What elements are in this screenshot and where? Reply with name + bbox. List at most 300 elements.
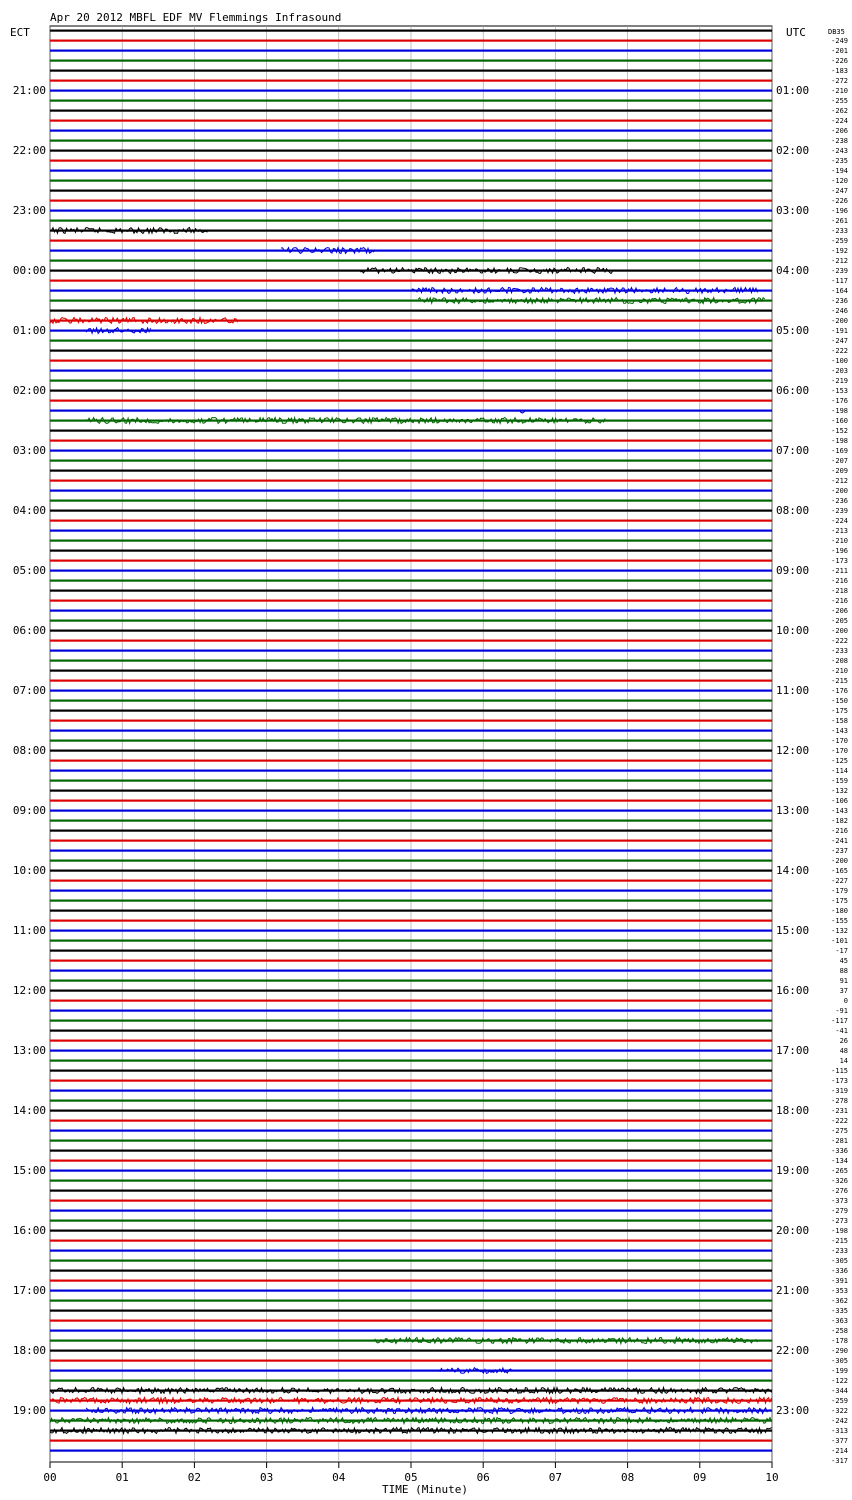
row-value: -233 [831, 227, 848, 235]
trace-row-23 [50, 260, 772, 262]
row-value: -152 [831, 427, 848, 435]
left-hour-label: 09:00 [12, 804, 46, 817]
trace-row-118 [50, 1210, 772, 1212]
x-tick-label: 01 [115, 1471, 129, 1484]
row-value: -319 [831, 1087, 848, 1095]
row-value: -313 [831, 1427, 848, 1435]
left-hour-label: 16:00 [12, 1224, 46, 1237]
right-hour-label: 09:00 [776, 564, 810, 577]
row-value: -216 [831, 827, 848, 835]
trace-row-134 [50, 1370, 772, 1372]
row-value: -101 [831, 937, 848, 945]
trace-row-94 [50, 970, 772, 972]
trace-row-77 [50, 800, 772, 802]
right-axis-label: UTC [786, 26, 806, 39]
trace-row-30 [50, 330, 772, 332]
row-value: -169 [831, 447, 848, 455]
trace-row-22 [50, 250, 772, 252]
trace-row-4 [50, 70, 772, 72]
row-value: -238 [831, 137, 848, 145]
x-tick-label: 09 [693, 1471, 707, 1484]
row-value: -132 [831, 927, 848, 935]
trace-row-35 [50, 380, 772, 382]
left-hour-label: 18:00 [12, 1344, 46, 1357]
trace-row-113 [50, 1160, 772, 1162]
row-value: -106 [831, 797, 848, 805]
trace-row-133 [50, 1360, 772, 1362]
trace-row-72 [50, 750, 772, 752]
row-value: -224 [831, 117, 848, 125]
trace-row-97 [50, 1000, 772, 1002]
row-value: -255 [831, 97, 848, 105]
row-value: -199 [831, 1367, 848, 1375]
row-value: -258 [831, 1327, 848, 1335]
trace-row-13 [50, 160, 772, 162]
row-value: -164 [831, 287, 848, 295]
right-row-values [831, 37, 848, 1465]
trace-row-34 [50, 370, 772, 372]
left-hour-label: 17:00 [12, 1284, 46, 1297]
left-hour-labels [13, 84, 46, 1417]
row-value: -317 [831, 1457, 848, 1465]
trace-row-28 [50, 310, 772, 312]
left-hour-label: 08:00 [12, 744, 46, 757]
trace-row-96 [50, 990, 772, 992]
trace-row-109 [50, 1120, 772, 1122]
x-tick-label: 00 [43, 1471, 57, 1484]
left-hour-label: 21:00 [12, 84, 46, 97]
right-hour-label: 23:00 [776, 1404, 810, 1417]
trace-row-55 [50, 580, 772, 582]
trace-row-74 [50, 770, 772, 772]
trace-row-84 [50, 870, 772, 872]
trace-row-12 [50, 150, 772, 152]
trace-row-16 [50, 190, 772, 192]
row-value: -373 [831, 1197, 848, 1205]
trace-row-53 [50, 560, 772, 562]
row-value: -117 [831, 277, 848, 285]
trace-row-44 [50, 470, 772, 472]
row-value: -233 [831, 647, 848, 655]
trace-row-71 [50, 740, 772, 742]
trace-row-89 [50, 920, 772, 922]
trace-row-111 [50, 1140, 772, 1142]
right-hour-label: 01:00 [776, 84, 810, 97]
row-value: -208 [831, 657, 848, 665]
trace-row-104 [50, 1070, 772, 1072]
row-value: -200 [831, 487, 848, 495]
row-value: -239 [831, 507, 848, 515]
right-hour-label: 04:00 [776, 264, 810, 277]
row-value: -191 [831, 327, 848, 335]
row-value: -182 [831, 817, 848, 825]
row-value: -120 [831, 177, 848, 185]
right-hour-label: 08:00 [776, 504, 810, 517]
trace-row-122 [50, 1250, 772, 1252]
trace-row-57 [50, 600, 772, 602]
left-hour-label: 14:00 [12, 1104, 46, 1117]
trace-row-141 [50, 1440, 772, 1442]
trace-row-8 [50, 110, 772, 112]
trace-row-75 [50, 780, 772, 782]
row-value: -216 [831, 577, 848, 585]
row-value: 14 [839, 1057, 848, 1065]
trace-row-45 [50, 480, 772, 482]
trace-row-95 [50, 980, 772, 982]
trace-row-110 [50, 1130, 772, 1132]
row-value: -215 [831, 1237, 848, 1245]
right-hour-label: 03:00 [776, 204, 810, 217]
row-value: -222 [831, 347, 848, 355]
left-hour-label: 07:00 [12, 684, 46, 697]
row-value: -262 [831, 107, 848, 115]
row-value: -114 [831, 767, 848, 775]
trace-row-130 [50, 1330, 772, 1332]
trace-row-124 [50, 1270, 772, 1272]
row-value: -134 [831, 1157, 848, 1165]
trace-row-33 [50, 360, 772, 362]
trace-row-19 [50, 220, 772, 222]
left-hour-label: 15:00 [12, 1164, 46, 1177]
row-value: -175 [831, 707, 848, 715]
row-value: -158 [831, 717, 848, 725]
trace-row-68 [50, 710, 772, 712]
x-tick-label: 10 [765, 1471, 779, 1484]
trace-row-142 [50, 1450, 772, 1452]
trace-row-47 [50, 500, 772, 502]
row-value: 37 [839, 987, 848, 995]
row-value: -117 [831, 1017, 848, 1025]
row-value: -224 [831, 517, 848, 525]
x-axis-label: TIME (Minute) [381, 1483, 469, 1496]
row-value: -207 [831, 457, 848, 465]
right-hour-label: 02:00 [776, 144, 810, 157]
row-value: -198 [831, 437, 848, 445]
row-value: -183 [831, 67, 848, 75]
row-value: -192 [831, 247, 848, 255]
row-value: -247 [831, 337, 848, 345]
row-value: -265 [831, 1167, 848, 1175]
left-hour-label: 00:00 [12, 264, 46, 277]
row-value: -222 [831, 1117, 848, 1125]
trace-row-62 [50, 650, 772, 652]
left-hour-label: 03:00 [12, 444, 46, 457]
row-value: -173 [831, 1077, 848, 1085]
right-hour-label: 15:00 [776, 924, 810, 937]
trace-row-31 [50, 340, 772, 342]
trace-row-32 [50, 350, 772, 352]
trace-row-59 [50, 620, 772, 622]
trace-row-40 [50, 430, 772, 432]
trace-row-46 [50, 490, 772, 492]
row-value: -276 [831, 1187, 848, 1195]
trace-row-61 [50, 640, 772, 642]
left-hour-label: 05:00 [12, 564, 46, 577]
x-tick-label: 06 [476, 1471, 490, 1484]
left-hour-label: 19:00 [12, 1404, 46, 1417]
row-value: -196 [831, 207, 848, 215]
row-value: -210 [831, 537, 848, 545]
left-hour-label: 02:00 [12, 384, 46, 397]
trace-row-83 [50, 860, 772, 862]
trace-row-54 [50, 570, 772, 572]
row-value: -259 [831, 1397, 848, 1405]
row-value: -231 [831, 1107, 848, 1115]
row-value: -176 [831, 397, 848, 405]
row-value: -241 [831, 837, 848, 845]
trace-row-69 [50, 720, 772, 722]
right-hour-label: 17:00 [776, 1044, 810, 1057]
x-tick-label: 05 [404, 1471, 418, 1484]
left-hour-label: 04:00 [12, 504, 46, 517]
trace-row-25 [50, 280, 772, 282]
row-value: -290 [831, 1347, 848, 1355]
row-value: -203 [831, 367, 848, 375]
right-hour-label: 12:00 [776, 744, 810, 757]
trace-row-92 [50, 950, 772, 952]
trace-row-106 [50, 1090, 772, 1092]
row-value: -159 [831, 777, 848, 785]
right-hour-label: 14:00 [776, 864, 810, 877]
row-value: -213 [831, 527, 848, 535]
trace-row-93 [50, 960, 772, 962]
trace-row-14 [50, 170, 772, 172]
row-value: -272 [831, 77, 848, 85]
trace-row-105 [50, 1080, 772, 1082]
trace-row-21 [50, 240, 772, 242]
row-value: -227 [831, 877, 848, 885]
trace-row-15 [50, 180, 772, 182]
trace-row-1 [50, 40, 772, 42]
row-value: -362 [831, 1297, 848, 1305]
trace-row-17 [50, 200, 772, 202]
row-value: -237 [831, 847, 848, 855]
right-hour-label: 22:00 [776, 1344, 810, 1357]
trace-row-116 [50, 1190, 772, 1192]
trace-row-128 [50, 1310, 772, 1312]
row-value: -41 [835, 1027, 848, 1035]
trace-row-100 [50, 1030, 772, 1032]
row-value: 45 [839, 957, 848, 965]
row-value: 26 [839, 1037, 848, 1045]
row-value: -170 [831, 747, 848, 755]
trace-row-98 [50, 1010, 772, 1012]
trace-row-108 [50, 1110, 772, 1112]
trace-row-64 [50, 670, 772, 672]
trace-row-126 [50, 1290, 772, 1292]
trace-row-91 [50, 940, 772, 942]
x-tick-labels [43, 1462, 778, 1484]
row-value: -143 [831, 807, 848, 815]
row-value: -226 [831, 57, 848, 65]
row-value: -143 [831, 727, 848, 735]
trace-row-88 [50, 910, 772, 912]
trace-row-38 [50, 410, 772, 412]
trace-row-80 [50, 830, 772, 832]
trace-row-102 [50, 1050, 772, 1052]
row-value: -239 [831, 267, 848, 275]
x-tick-label: 04 [332, 1471, 346, 1484]
right-hour-label: 06:00 [776, 384, 810, 397]
trace-row-112 [50, 1150, 772, 1152]
right-top-label: DB35 [828, 28, 845, 36]
trace-row-125 [50, 1280, 772, 1282]
trace-row-82 [50, 850, 772, 852]
right-hour-label: 16:00 [776, 984, 810, 997]
trace-row-48 [50, 510, 772, 512]
trace-row-107 [50, 1100, 772, 1102]
right-hour-label: 10:00 [776, 624, 810, 637]
row-value: -281 [831, 1137, 848, 1145]
trace-row-120 [50, 1230, 772, 1232]
row-value: -236 [831, 497, 848, 505]
trace-row-101 [50, 1040, 772, 1042]
trace-row-3 [50, 60, 772, 62]
row-value: -198 [831, 1227, 848, 1235]
row-value: 91 [839, 977, 848, 985]
row-value: -353 [831, 1287, 848, 1295]
trace-row-50 [50, 530, 772, 532]
row-value: -326 [831, 1177, 848, 1185]
row-value: -278 [831, 1097, 848, 1105]
trace-row-11 [50, 140, 772, 142]
right-hour-labels [776, 84, 809, 1417]
row-value: -198 [831, 407, 848, 415]
trace-row-60 [50, 630, 772, 632]
row-value: -275 [831, 1127, 848, 1135]
trace-row-65 [50, 680, 772, 682]
trace-row-114 [50, 1170, 772, 1172]
left-hour-label: 13:00 [12, 1044, 46, 1057]
row-value: -259 [831, 237, 848, 245]
row-value: -155 [831, 917, 848, 925]
row-value: -363 [831, 1317, 848, 1325]
trace-row-2 [50, 50, 772, 52]
trace-row-70 [50, 730, 772, 732]
row-value: -209 [831, 467, 848, 475]
left-hour-label: 11:00 [12, 924, 46, 937]
row-value: -175 [831, 897, 848, 905]
row-value: -218 [831, 587, 848, 595]
row-value: -236 [831, 297, 848, 305]
left-hour-label: 23:00 [12, 204, 46, 217]
row-value: -170 [831, 737, 848, 745]
row-value: -176 [831, 687, 848, 695]
right-hour-label: 19:00 [776, 1164, 810, 1177]
trace-row-5 [50, 80, 772, 82]
row-value: -205 [831, 617, 848, 625]
trace-row-123 [50, 1260, 772, 1262]
left-hour-label: 06:00 [12, 624, 46, 637]
trace-row-103 [50, 1060, 772, 1062]
trace-row-9 [50, 120, 772, 122]
row-value: -246 [831, 307, 848, 315]
row-value: -201 [831, 47, 848, 55]
trace-row-67 [50, 700, 772, 702]
row-value: -305 [831, 1257, 848, 1265]
left-axis-label: ECT [10, 26, 30, 39]
trace-row-49 [50, 520, 772, 522]
row-value: -122 [831, 1377, 848, 1385]
row-value: -206 [831, 127, 848, 135]
right-hour-label: 11:00 [776, 684, 810, 697]
row-value: -233 [831, 1247, 848, 1255]
row-value: -336 [831, 1147, 848, 1155]
trace-row-86 [50, 890, 772, 892]
row-value: -336 [831, 1267, 848, 1275]
row-value: -200 [831, 317, 848, 325]
trace-row-78 [50, 810, 772, 812]
trace-row-121 [50, 1240, 772, 1242]
row-value: -235 [831, 157, 848, 165]
trace-row-63 [50, 660, 772, 662]
x-tick-label: 03 [259, 1471, 274, 1484]
x-tick-label: 02 [187, 1471, 202, 1484]
left-hour-label: 12:00 [12, 984, 46, 997]
row-value: 88 [839, 967, 848, 975]
trace-row-81 [50, 840, 772, 842]
trace-row-18 [50, 210, 772, 212]
row-value: -212 [831, 477, 848, 485]
row-value: -115 [831, 1067, 848, 1075]
right-hour-label: 21:00 [776, 1284, 810, 1297]
trace-row-90 [50, 930, 772, 932]
trace-row-52 [50, 550, 772, 552]
x-tick-label: 07 [548, 1471, 563, 1484]
row-value: -322 [831, 1407, 848, 1415]
trace-row-7 [50, 100, 772, 102]
row-value: 48 [839, 1047, 848, 1055]
right-hour-label: 13:00 [776, 804, 810, 817]
right-hour-label: 07:00 [776, 444, 810, 457]
row-value: -261 [831, 217, 848, 225]
row-value: -100 [831, 357, 848, 365]
row-value: -200 [831, 627, 848, 635]
trace-row-56 [50, 590, 772, 592]
trace-row-117 [50, 1200, 772, 1202]
row-value: -273 [831, 1217, 848, 1225]
row-value: -222 [831, 637, 848, 645]
row-value: -305 [831, 1357, 848, 1365]
row-value: -247 [831, 187, 848, 195]
left-hour-label: 01:00 [12, 324, 46, 337]
trace-row-87 [50, 900, 772, 902]
trace-row-58 [50, 610, 772, 612]
row-value: -160 [831, 417, 848, 425]
trace-row-119 [50, 1220, 772, 1222]
row-value: -180 [831, 907, 848, 915]
row-value: -91 [835, 1007, 848, 1015]
trace-row-79 [50, 820, 772, 822]
trace-row-0 [50, 30, 772, 32]
row-value: -179 [831, 887, 848, 895]
row-value: -215 [831, 677, 848, 685]
trace-row-132 [50, 1350, 772, 1352]
trace-row-115 [50, 1180, 772, 1182]
row-value: -165 [831, 867, 848, 875]
trace-row-6 [50, 90, 772, 92]
row-value: -279 [831, 1207, 848, 1215]
row-value: -200 [831, 857, 848, 865]
trace-row-42 [50, 450, 772, 452]
row-value: -335 [831, 1307, 848, 1315]
trace-row-27 [50, 300, 772, 302]
left-hour-label: 22:00 [12, 144, 46, 157]
trace-row-127 [50, 1300, 772, 1302]
trace-row-73 [50, 760, 772, 762]
row-value: -226 [831, 197, 848, 205]
trace-row-99 [50, 1020, 772, 1022]
